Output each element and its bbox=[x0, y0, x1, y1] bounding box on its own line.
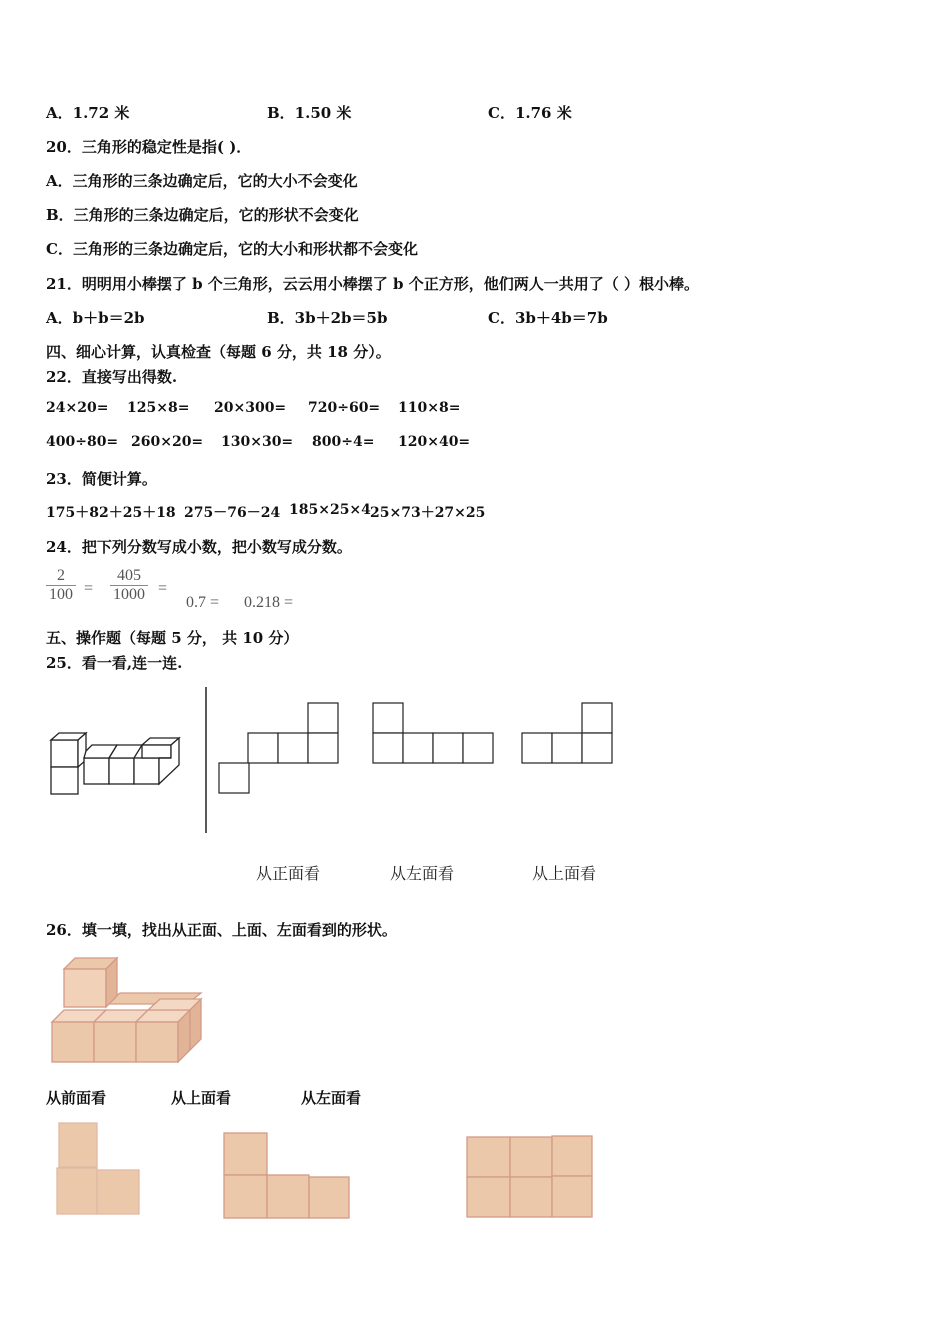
q23-stem: 23．简便计算。 bbox=[46, 470, 157, 488]
q22-item: 125×8= bbox=[127, 400, 190, 416]
q19-option-c: C．1.76 米 bbox=[488, 104, 572, 122]
q19-option-a: A．1.72 米 bbox=[46, 104, 130, 122]
q22-item: 800÷4= bbox=[312, 434, 375, 450]
q22-item: 130×30= bbox=[221, 434, 294, 450]
q23-item: 175＋82＋25＋18 bbox=[46, 505, 176, 521]
q24-stem: 24．把下列分数写成小数，把小数写成分数。 bbox=[46, 538, 352, 556]
q20-option-c: C．三角形的三条边确定后，它的大小和形状都不会变化 bbox=[46, 240, 418, 258]
section5-title: 五、操作题（每题 5 分， 共 10 分） bbox=[46, 629, 299, 647]
q23-item: 185×25×4 bbox=[289, 502, 371, 518]
fraction-numerator: 2 bbox=[57, 567, 65, 584]
q26-stem: 26．填一填，找出从正面、上面、左面看到的形状。 bbox=[46, 921, 397, 939]
q25-stem: 25．看一看,连一连. bbox=[46, 654, 183, 672]
q25-view-shape-3 bbox=[521, 702, 615, 765]
q22-item: 720÷60= bbox=[308, 400, 381, 416]
q22-item: 400÷80= bbox=[46, 434, 119, 450]
q20-option-a: A．三角形的三条边确定后，它的大小不会变化 bbox=[46, 172, 358, 190]
q26-view-shape-3 bbox=[464, 1134, 596, 1220]
q24-decimal-2: 0.218 = bbox=[244, 594, 294, 611]
fraction-denominator: 1000 bbox=[110, 585, 148, 604]
q20-stem: 20．三角形的稳定性是指( )． bbox=[46, 138, 252, 156]
q25-view-shape-1 bbox=[218, 702, 342, 795]
q21-option-a: A．b＋b＝2b bbox=[46, 309, 145, 327]
q22-item: 120×40= bbox=[398, 434, 471, 450]
q22-item: 260×20= bbox=[131, 434, 204, 450]
q26-cube-solid bbox=[48, 955, 206, 1065]
q22-item: 110×8= bbox=[398, 400, 461, 416]
q25-label-top: 从上面看 bbox=[532, 864, 597, 883]
q22-item: 24×20= bbox=[46, 400, 109, 416]
q25-view-shape-2 bbox=[372, 702, 496, 765]
q21-option-b: B．3b＋2b＝5b bbox=[267, 309, 388, 327]
fraction-denominator: 100 bbox=[46, 585, 76, 604]
q19-option-b: B．1.50 米 bbox=[267, 104, 352, 122]
q26-label-front: 从前面看 bbox=[46, 1089, 107, 1107]
q23-item: 275－76－24 bbox=[184, 505, 281, 521]
divider-line bbox=[203, 687, 209, 833]
q24-fraction-2 bbox=[110, 567, 148, 604]
q25-label-front: 从正面看 bbox=[256, 864, 321, 883]
q26-view-shape-1 bbox=[55, 1121, 143, 1217]
q22-stem: 22．直接写出得数. bbox=[46, 368, 178, 386]
q20-option-b: B．三角形的三条边确定后，它的形状不会变化 bbox=[46, 206, 359, 224]
q23-item: 25×73＋27×25 bbox=[370, 505, 486, 521]
q21-option-c: C．3b＋4b＝7b bbox=[488, 309, 608, 327]
q22-item: 20×300= bbox=[214, 400, 287, 416]
q25-cube-solid bbox=[44, 725, 189, 800]
fraction-numerator: 405 bbox=[117, 567, 141, 584]
q24-fraction-1 bbox=[46, 567, 76, 604]
q21-stem: 21．明明用小棒摆了 b 个三角形，云云用小棒摆了 b 个正方形，他们两人一共用了（ ）根小棒。 bbox=[46, 275, 699, 293]
section4-title: 四、细心计算，认真检查（每题 6 分，共 18 分）。 bbox=[46, 343, 391, 361]
equals-sign: = bbox=[84, 580, 94, 597]
q26-view-shape-2 bbox=[221, 1131, 352, 1220]
q24-decimal-1: 0.7 = bbox=[186, 594, 220, 611]
equals-sign: = bbox=[158, 580, 168, 597]
q25-label-left: 从左面看 bbox=[390, 864, 455, 883]
q26-label-top: 从上面看 bbox=[171, 1089, 232, 1107]
q26-label-left: 从左面看 bbox=[301, 1089, 362, 1107]
